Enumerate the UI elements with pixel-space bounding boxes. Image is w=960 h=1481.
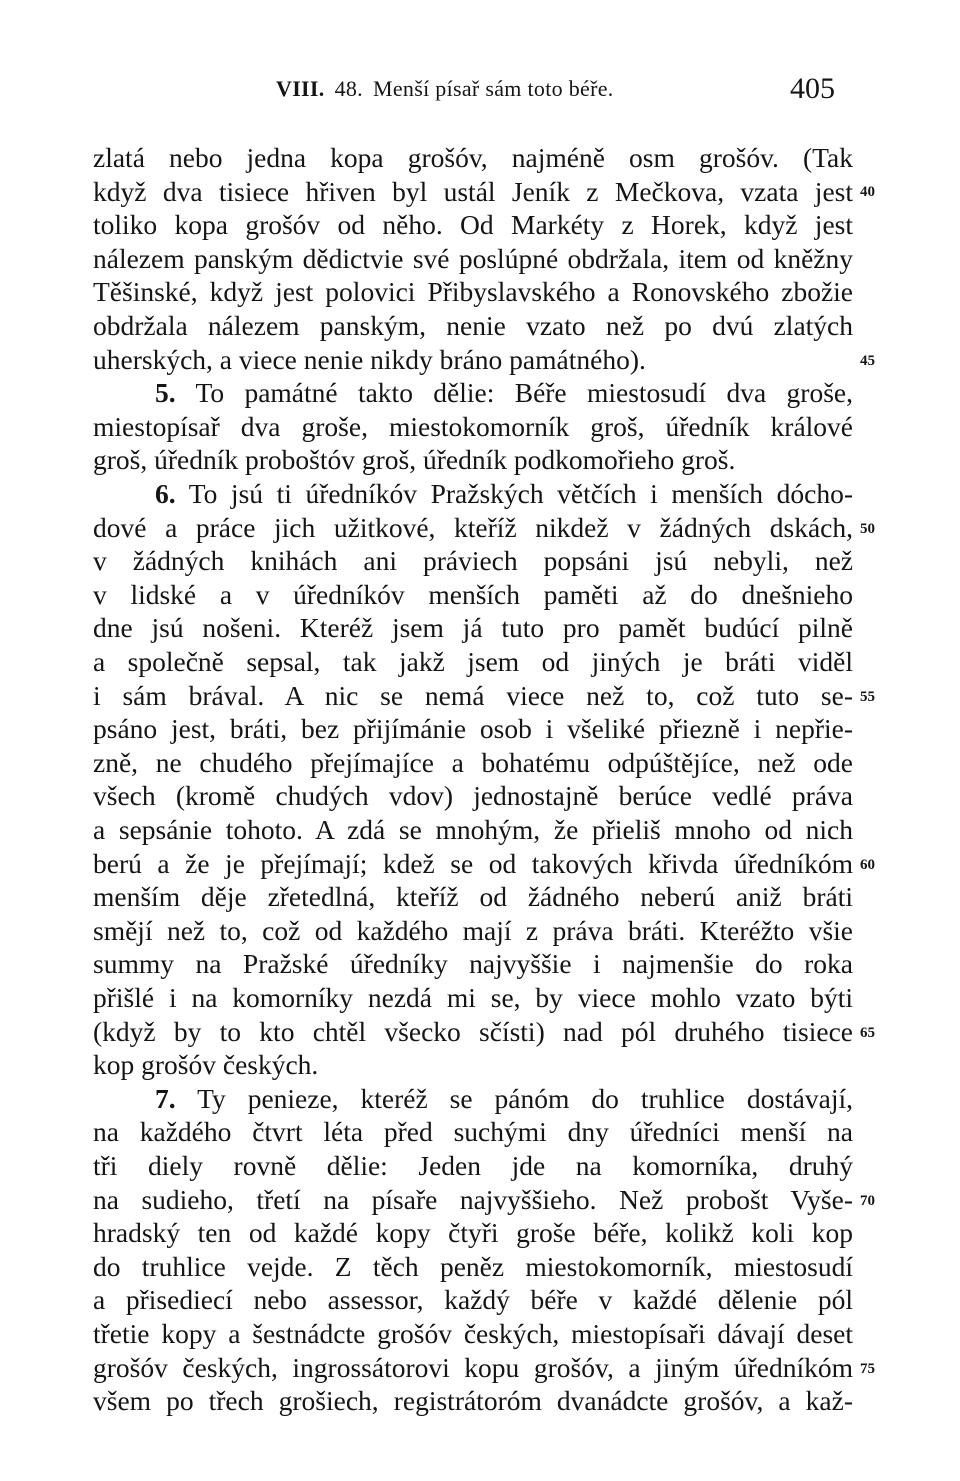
text-line: menším děje zřetedlná, kteříž od žádného neberú aniž bráti bbox=[93, 881, 853, 913]
text-line: uherských, a viece nenie nikdy bráno památného). bbox=[93, 343, 646, 375]
text-line: Těšinské, když jest polovici Přibyslavského a Ronovského zbožie bbox=[93, 276, 853, 308]
text-line: groš, úředník proboštóv groš, úředník podkomořieho groš. bbox=[93, 444, 736, 476]
text-line: miestopísař dva groše, miestokomorník groš, úředník králové bbox=[93, 410, 853, 442]
line-number: 75 bbox=[860, 1361, 875, 1377]
paragraph-number: 6. bbox=[155, 478, 176, 509]
text-line: smějí než to, což od každého mají z práva bráti. Kteréžto všie bbox=[93, 914, 853, 946]
line-number: 55 bbox=[860, 689, 875, 705]
text-line: hradský ten od každé kopy čtyři groše béře, kolikž koli kop bbox=[93, 1217, 853, 1249]
line-number: 40 bbox=[860, 184, 875, 200]
text-line: zlatá nebo jedna kopa grošóv, najméně osm grošóv. (Tak bbox=[93, 142, 853, 173]
running-header bbox=[0, 72, 960, 116]
paragraph-6-start: 6. To jsú ti úředníkóv Pražských větčích i menších dócho- bbox=[155, 478, 853, 509]
line-number: 65 bbox=[860, 1025, 875, 1041]
text-line: dne jsú nošeni. Kteréž jsem já tuto pro pamět budúcí pilně bbox=[93, 612, 853, 644]
text-line: a sepsánie tohoto. A zdá se mnohým, že přieliš mnoho od nich bbox=[93, 814, 853, 845]
text-line: grošóv českých, ingrossátorovi kopu grošóv, a jiným úředníkóm bbox=[93, 1351, 853, 1383]
text-line: nálezem panským dědictvie své poslúpné obdržala, item od kněžny bbox=[93, 242, 853, 274]
text-line: kop grošóv českých. bbox=[93, 1049, 319, 1081]
text-line: všem po třech grošiech, registrátoróm dvanádcte grošóv, a kaž- bbox=[93, 1385, 853, 1417]
text-line: summy na Pražské úředníky najvyššie i najmenšie do roka bbox=[93, 948, 853, 980]
text-line: obdržala nálezem panským, nenie vzato než po dvú zlatých bbox=[93, 310, 853, 341]
paragraph-number: 5. bbox=[155, 377, 176, 409]
section-number: 48. bbox=[334, 76, 363, 101]
text-line: přišlé i na komorníky nezdá mi se, by viece mohlo vzato býti bbox=[93, 982, 853, 1013]
text-line: (když by to kto chtěl všecko sčísti) nad pól druhého tisiece bbox=[93, 1015, 853, 1047]
text-line: a společně sepsal, tak jakž jsem od jiných je bráti viděl bbox=[93, 646, 853, 677]
text-line: psáno jest, bráti, bez přijímánie osob i všeliké přiezně i nepřie- bbox=[93, 713, 853, 745]
text-line: a přisediecí nebo assessor, každý béře v každé dělenie pól bbox=[93, 1284, 853, 1316]
section-title: Menší písař sám toto béře. bbox=[372, 76, 614, 101]
text-line: když dva tisiece hřiven byl ustál Jeník z Mečkova, vzata jest bbox=[93, 175, 853, 207]
text-line: berú a že je přejímají; kdež se od takových křivda úředníkóm bbox=[93, 847, 853, 879]
chapter-roman-numeral: VIII. bbox=[276, 76, 325, 101]
text-line: do truhlice vejde. Z těch peněz miestokomorník, miestosudí bbox=[93, 1250, 853, 1282]
text-line: i sám brával. A nic se nemá viece než to, což tuto se- bbox=[93, 679, 853, 711]
line-number: 70 bbox=[860, 1193, 875, 1209]
text-line: třetie kopy a šestnádcte grošóv českých, miestopísaři dávají deset bbox=[93, 1318, 853, 1349]
text-line: všech (kromě chudých vdov) jednostajně berúce vedlé práva bbox=[93, 780, 853, 812]
text-line: zně, ne chudého přejímajíce a bohatému odpúštějíce, než ode bbox=[93, 746, 853, 778]
text-line: v lidské a v úředníkóv menších paměti až do dnešnieho bbox=[93, 578, 853, 610]
text-line: v žádných knihách ani práviech popsáni jsú nebyli, než bbox=[93, 545, 853, 577]
text-line: na každého čtvrt léta před suchými dny úředníci menší na bbox=[93, 1116, 853, 1148]
line-number: 60 bbox=[860, 857, 875, 873]
text-line: toliko kopa grošóv od něho. Od Markéty z Horek, když jest bbox=[93, 209, 853, 241]
text-line: dové a práce jich užitkové, kteříž nikdež v žádných dskách, bbox=[93, 511, 853, 543]
page-number: 405 bbox=[790, 72, 835, 105]
line-number: 50 bbox=[860, 521, 875, 537]
paragraph-7-start: 7. Ty penieze, kteréž se pánóm do truhlice dostávají, bbox=[155, 1082, 853, 1114]
paragraph-5-start: 5. To památné takto dělie: Béře miestosudí dva groše, bbox=[155, 377, 853, 409]
header-title bbox=[276, 76, 614, 102]
text-line: na sudieho, třetí na písaře najvyššieho. Než probošt Vyše- bbox=[93, 1183, 853, 1215]
line-number: 45 bbox=[860, 353, 875, 369]
paragraph-number: 7. bbox=[155, 1082, 176, 1114]
text-line: tři diely rovně dělie: Jeden jde na komorníka, druhý bbox=[93, 1150, 853, 1181]
